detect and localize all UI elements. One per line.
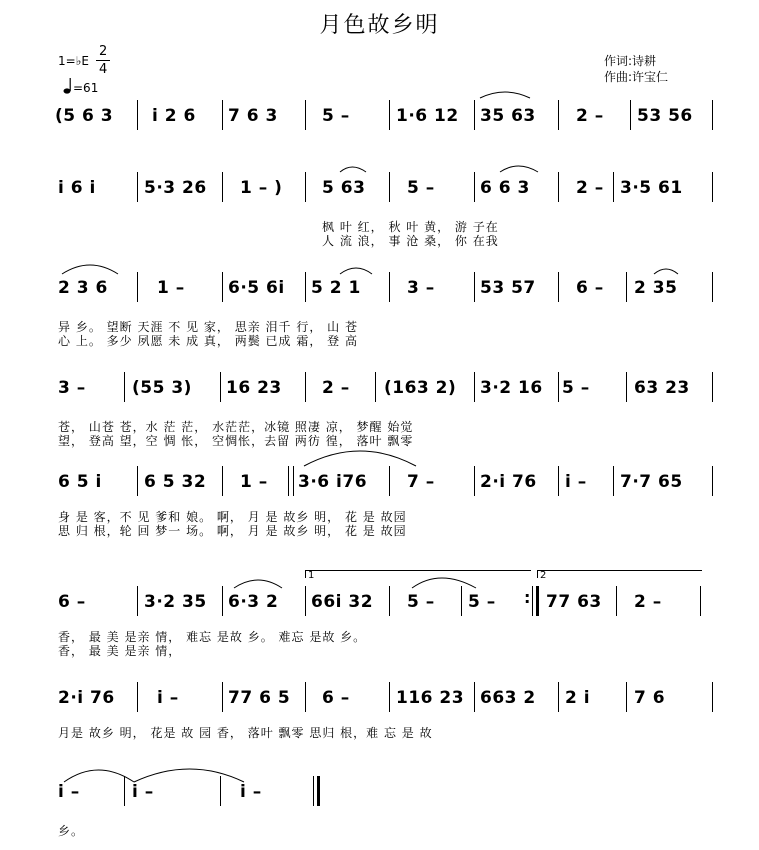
slur [234,580,282,588]
measure-group: 2 3 6 [58,278,108,298]
measure-group: 7 – [407,472,435,492]
measure-group: 66i 32 [311,592,374,612]
measure-group: 53 57 [480,278,536,298]
measure-group: 2 35 [634,278,678,298]
slur [340,268,372,274]
measure-group: (163 2) [384,378,457,398]
measure-group: 7 6 [634,688,666,708]
measure-group: (5 6 3 [55,106,114,126]
measure-group: 1 – [157,278,185,298]
measure-group: 3 – [407,278,435,298]
measure-group: 77 6 5 [228,688,291,708]
measure-group: 2·i 76 [480,472,537,492]
composer-credit: 作曲:许宝仁 [604,70,669,84]
measure-group: i – [565,472,587,492]
measure-group: 3·2 16 [480,378,543,398]
measure-group: 2 i [565,688,591,708]
lyric-line-1: 香， 最 美 是亲 情， 难忘 是故 乡。 难忘 是故 乡。 [58,630,367,644]
measure-group: 5·3 26 [144,178,207,198]
key-signature: 1=♭E [58,54,89,68]
lyric-line-2: 思 归 根，轮 回 梦一 场。 啊， 月 是 故乡 明， 花 是 故园 [58,524,407,538]
lyric-line-1: 月是 故乡 明， 花是 故 园 香， 落叶 飘零 思归 根，难 忘 是 故 [58,726,433,740]
measure-group: 2 – [576,178,604,198]
lyric-line-1: 异 乡。 望断 天涯 不 见 家， 思亲 泪千 行， 山 苍 [58,320,358,334]
measure-group: 53 56 [637,106,693,126]
measure-group: 6 5 32 [144,472,207,492]
lyric-line-2: 望， 登高 望，空 惆 怅， 空惆怅，去留 两彷 徨， 落叶 飘零 [58,434,414,448]
measure-group: 63 23 [634,378,690,398]
measure-group: 1·6 12 [396,106,459,126]
slur [654,269,678,274]
time-signature-bottom: 4 [99,62,108,77]
measure-group: 663 2 [480,688,536,708]
measure-group: 16 23 [226,378,282,398]
measure-group: i – [157,688,179,708]
measure-group: 77 63 [546,592,602,612]
lyric-line-2: 心 上。 多少 夙愿 未 成 真， 两鬓 已成 霜， 登 高 [58,334,358,348]
volta-number-2: 2 [540,570,547,581]
measure-group: 6 – [58,592,86,612]
measure-group: 35 63 [480,106,536,126]
measure-group: 5 – [322,106,350,126]
measure-group: i – [58,782,80,802]
measure-group: 2 – [322,378,350,398]
lyric-line-1: 苍， 山苍 苍，水 茫 茫， 水茫茫，冰镜 照凄 凉， 梦醒 始觉 [58,420,414,434]
measure-group: i – [240,782,262,802]
slur [62,265,118,274]
measure-group: 3·2 35 [144,592,207,612]
measure-group: i 2 6 [152,106,196,126]
volta-number-1: 1 [308,570,315,581]
measure-group: 6·5 6i [228,278,285,298]
measure-group: i – [132,782,154,802]
slur [480,92,530,98]
measure-group: 2·i 76 [58,688,115,708]
lyric-line-2: 香， 最 美 是亲 情， [58,644,182,658]
measure-group: 6 5 i [58,472,102,492]
measure-group: 5 2 1 [311,278,361,298]
measure-group: 6·3 2 [228,592,279,612]
measure-group: 5 – [407,178,435,198]
slur [412,578,476,588]
tempo-marking: =61 [73,81,99,95]
lyric-line-2: 人 流 浪， 事 沧 桑， 你 在我 [322,234,499,248]
lyricist-credit: 作词:诗耕 [604,54,657,68]
measure-group: 7 6 3 [228,106,278,126]
repeat-dots: : [524,588,531,607]
lyric-line-1: 枫 叶 红， 秋 叶 黄， 游 子在 [322,220,499,234]
measure-group: 3·5 61 [620,178,683,198]
measure-group: 5 – [468,592,496,612]
measure-group: 5 – [407,592,435,612]
slur [340,167,366,172]
measure-group: 3·6 i76 [298,472,368,492]
measure-group: 7·7 65 [620,472,683,492]
measure-group: 5 63 [322,178,366,198]
measure-group: 3 – [58,378,86,398]
measure-group: 6 6 3 [480,178,530,198]
measure-group: 1 – ) [240,178,283,198]
measure-group: (55 3) [132,378,192,398]
song-title: 月色故乡明 [319,13,440,38]
tie [64,770,134,782]
lyric-line-1: 乡。 [58,824,85,838]
measure-group: 5 – [562,378,590,398]
measure-group: 6 – [322,688,350,708]
slur [304,451,416,466]
measure-group: 6 – [576,278,604,298]
measure-group: 116 23 [396,688,465,708]
lyric-line-1: 身 是 客，不 见 爹和 娘。 啊， 月 是 故乡 明， 花 是 故园 [58,510,407,524]
tie [134,769,244,782]
measure-group: 1 – [240,472,268,492]
time-signature-top: 2 [99,44,108,59]
measure-group: 2 – [576,106,604,126]
measure-group: 2 – [634,592,662,612]
measure-group: i 6 i [58,178,96,198]
slur [500,166,538,172]
